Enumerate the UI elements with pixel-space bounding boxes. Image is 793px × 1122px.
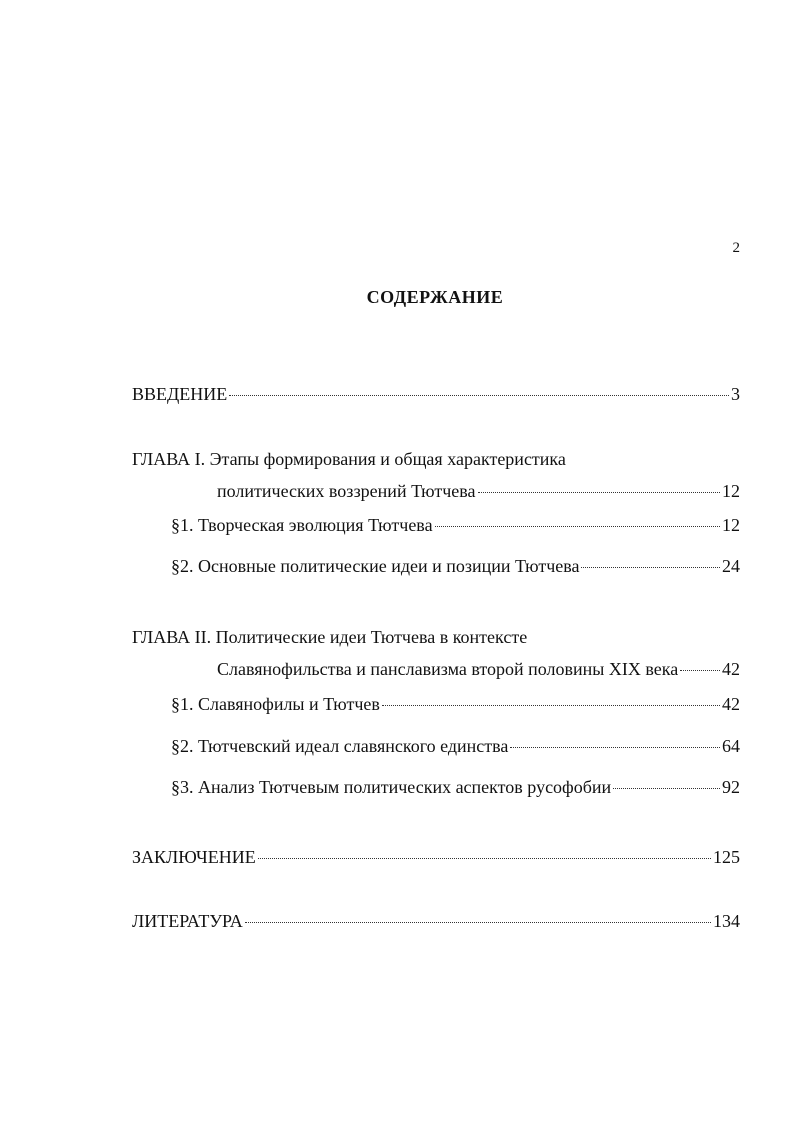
toc-entry-label: ЛИТЕРАТУРА — [132, 911, 243, 931]
toc-entry-chapter-2-section-3[interactable] — [171, 776, 740, 798]
page-title: СОДЕРЖАНИЕ — [366, 287, 504, 307]
toc-entry-label: ВВЕДЕНИЕ — [132, 384, 228, 404]
dot-leader — [613, 788, 720, 789]
toc-entry-chapter-2-section-1[interactable] — [171, 693, 740, 715]
toc-entry-page: 125 — [713, 847, 740, 867]
toc-entry-page: 64 — [722, 736, 740, 756]
toc-entry-literature[interactable] — [132, 910, 740, 932]
dot-leader — [510, 747, 720, 748]
toc-entry-label: §1. Творческая эволюция Тютчева — [171, 515, 433, 535]
dot-leader — [258, 858, 711, 859]
dot-leader — [229, 395, 729, 396]
toc-entry-page: 12 — [722, 515, 740, 535]
toc-entry-label: §2. Тютчевский идеал славянского единства — [171, 736, 509, 756]
toc-entry-page: 42 — [722, 659, 740, 679]
toc-entry-label: §2. Основные политические идеи и позиции Тютчева — [171, 556, 580, 576]
toc-entry-page: 24 — [722, 556, 740, 576]
chapter-1-heading[interactable]: ГЛАВА I. Этапы формирования и общая характеристика — [132, 449, 566, 469]
chapter-2-subtitle: Славянофильства и панславизма второй половины XIX века — [217, 659, 679, 679]
dot-leader — [245, 922, 711, 923]
toc-entry-chapter-2[interactable] — [217, 658, 740, 680]
toc-entry-chapter-1-section-2[interactable] — [171, 555, 740, 577]
dot-leader — [435, 526, 720, 527]
dot-leader — [581, 567, 720, 568]
toc-entry-label: §3. Анализ Тютчевым политических аспектов русофобии — [171, 777, 612, 797]
toc-entry-chapter-1[interactable] — [217, 480, 740, 502]
toc-entry-chapter-2-section-2[interactable] — [171, 735, 740, 757]
toc-entry-page: 42 — [722, 694, 740, 714]
dot-leader — [478, 492, 720, 493]
toc-entry-chapter-1-section-1[interactable] — [171, 514, 740, 536]
dot-leader — [680, 670, 720, 671]
dot-leader — [382, 705, 720, 706]
toc-entry-conclusion[interactable] — [132, 846, 740, 868]
chapter-2-heading[interactable]: ГЛАВА II. Политические идеи Тютчева в контексте — [132, 627, 528, 647]
page-number: 2 — [732, 240, 740, 256]
toc-entry-page: 134 — [713, 911, 740, 931]
chapter-1-subtitle: политических воззрений Тютчева — [217, 481, 476, 501]
toc-entry-page: 92 — [722, 777, 740, 797]
toc-entry-label: ЗАКЛЮЧЕНИЕ — [132, 847, 256, 867]
toc-entry-introduction[interactable] — [132, 383, 740, 405]
toc-entry-label: §1. Славянофилы и Тютчев — [171, 694, 380, 714]
toc-entry-page: 12 — [722, 481, 740, 501]
toc-entry-page: 3 — [731, 384, 740, 404]
